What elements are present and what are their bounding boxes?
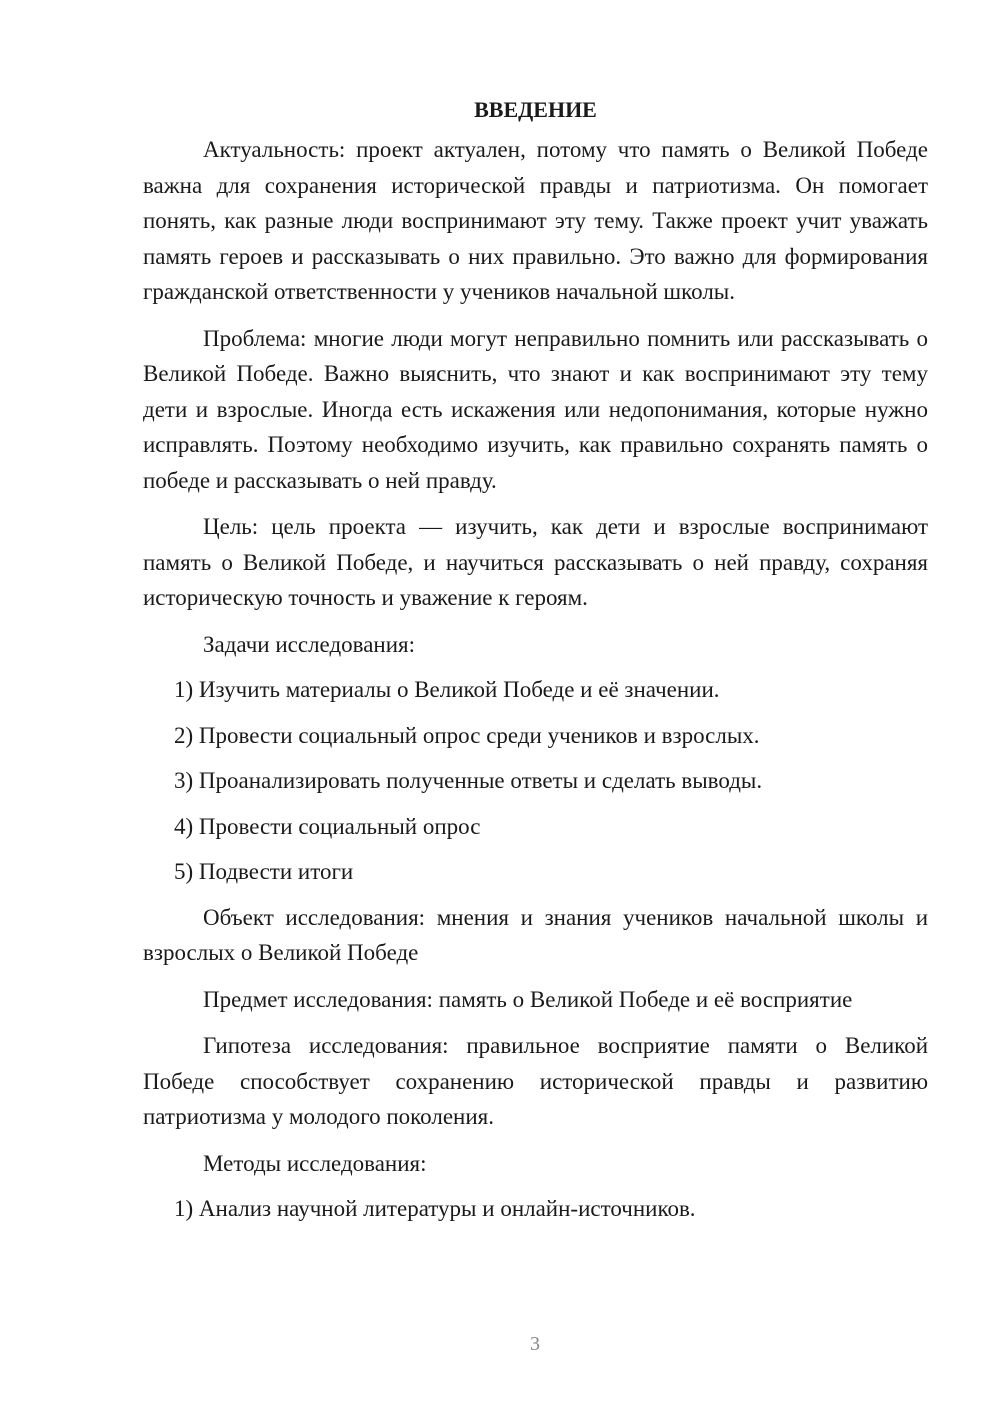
goal-paragraph: Цель: цель проекта — изучить, как дети и взрослые воспринимают память о Великой Победе, и научиться рассказывать о ней правду, сохраняя историческую точность и уважение к героям. — [143, 514, 928, 610]
hypothesis-paragraph: Гипотеза исследования: правильное восприятие памяти о Великой Победе способствует сохранению исторической правды и развитию патриотизма у молодого поколения. — [143, 1033, 928, 1129]
tasks-title: Задачи исследования: — [203, 631, 416, 657]
methods-title: Методы исследования: — [203, 1150, 427, 1176]
page-number: 3 — [530, 1333, 540, 1355]
task-item: 3) Проанализировать полученные ответы и сделать выводы. — [174, 768, 763, 793]
problem-paragraph: Проблема: многие люди могут неправильно помнить или рассказывать о Великой Победе. Важно выяснить, что знают и как воспринимают эту тему дети и взрослые. Иногда есть искажения или недопонимания, которые нужно исправлять. Поэтому необходимо изучить, как правильно сохранять память о победе и рассказывать о ней правду. — [143, 325, 928, 493]
task-item: 1) Изучить материалы о Великой Победе и её значении. — [174, 677, 720, 702]
task-item: 5) Подвести итоги — [174, 859, 354, 884]
document-page — [143, 92, 928, 1237]
task-item: 4) Провести социальный опрос — [174, 813, 481, 839]
methods-list — [143, 1191, 928, 1227]
subject-paragraph: Предмет исследования: память о Великой Победе и её восприятие — [203, 986, 853, 1012]
task-item: 2) Провести социальный опрос среди учеников и взрослых. — [174, 722, 760, 748]
tasks-list — [143, 672, 928, 890]
section-heading: ВВЕДЕНИЕ — [474, 97, 597, 122]
method-item: 1) Анализ научной литературы и онлайн-источников. — [174, 1196, 696, 1221]
relevance-paragraph: Актуальность: проект актуален, потому что память о Великой Победе важна для сохранения исторической правды и патриотизма. Он помогает понять, как разные люди воспринимают эту тему. Также проект учит уважать память героев и рассказывать о них правильно. Это важно для формирования гражданской ответственности у учеников начальной школы. — [143, 137, 928, 304]
object-paragraph: Объект исследования: мнения и знания учеников начальной школы и взрослых о Великой Победе — [143, 904, 928, 965]
